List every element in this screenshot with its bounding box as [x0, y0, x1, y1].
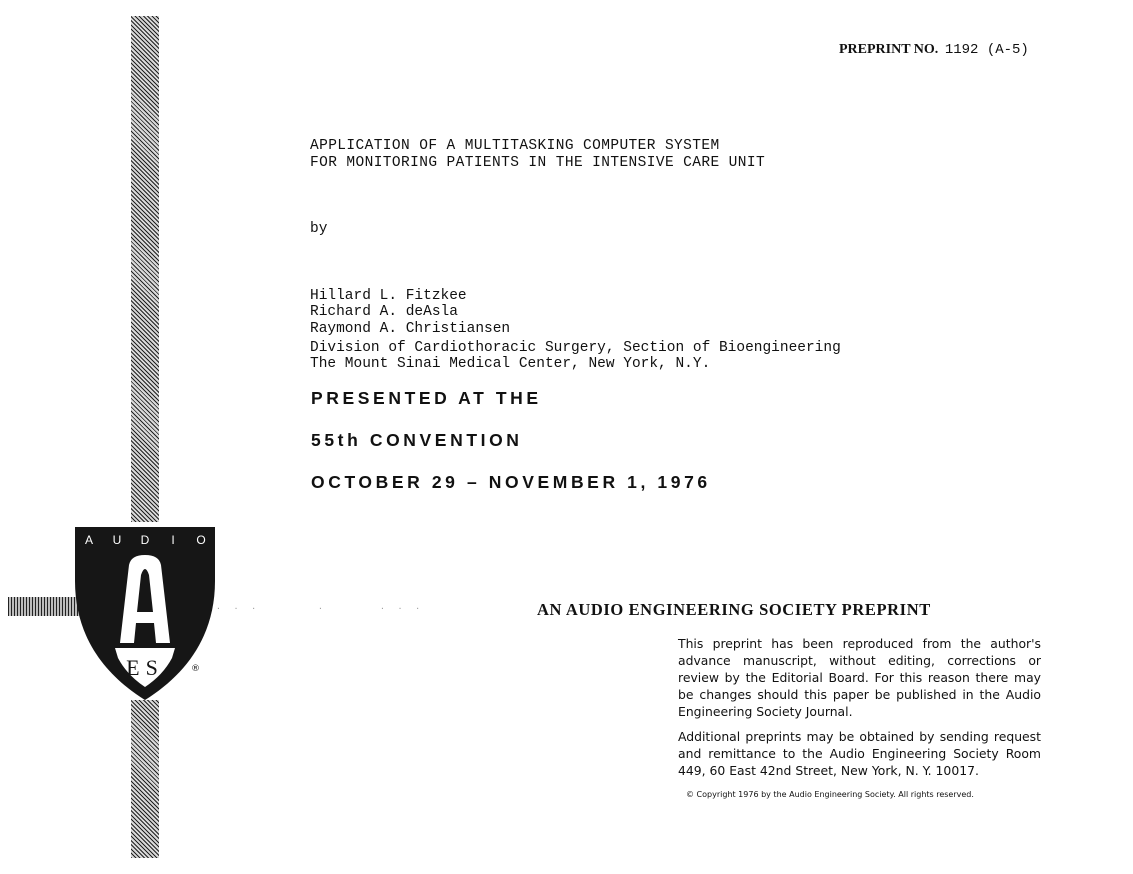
author-name: Hillard L. Fitzkee	[310, 288, 467, 304]
preprint-label: PREPRINT NO.	[839, 42, 939, 57]
affiliation-line: Division of Cardiothoracic Surgery, Section of Bioengineering	[310, 340, 841, 356]
presented-at-heading: PRESENTED AT THE	[311, 388, 542, 408]
convention-heading: 55th CONVENTION	[311, 430, 523, 450]
preprint-notice: This preprint has been reproduced from the author's advance manuscript, without editing, corrections or review by the Editorial Board. For this reason there may be changes should this paper be published in the Audio Engineering Society Journal.	[678, 636, 1041, 719]
author-name: Raymond A. Christiansen	[310, 321, 511, 337]
logo-es-letters: ES	[126, 655, 164, 680]
society-preprint-heading: AN AUDIO ENGINEERING SOCIETY PREPRINT	[537, 600, 931, 619]
paper-title-line-2: FOR MONITORING PATIENTS IN THE INTENSIVE CARE UNIT	[310, 155, 766, 171]
logo-top-letter: U	[112, 533, 122, 547]
preprint-number	[839, 42, 1029, 58]
logo-top-letter: A	[84, 533, 94, 547]
preprint-value: 1192 (A-5)	[944, 42, 1029, 58]
affiliation-line: The Mount Sinai Medical Center, New York, N.Y.	[310, 356, 711, 372]
author-name: Richard A. deAsla	[310, 304, 458, 320]
decorative-stripe-bottom	[131, 700, 159, 858]
scan-dots: · · ·	[216, 604, 261, 613]
paper-title-line-1: APPLICATION OF A MULTITASKING COMPUTER SYSTEM	[310, 138, 720, 154]
scan-dots: · · ·	[380, 604, 425, 613]
decorative-stripe-top	[131, 16, 159, 522]
convention-dates: OCTOBER 29 – NOVEMBER 1, 1976	[311, 472, 711, 492]
aes-logo	[73, 525, 217, 702]
ordering-notice: Additional preprints may be obtained by sending request and remittance to the Audio Engineering Society Room 449, 60 East 42nd Street, New York, N. Y. 10017.	[678, 729, 1041, 778]
logo-top-letter: D	[140, 533, 150, 547]
scan-dots: ·	[318, 604, 327, 613]
logo-top-letter: I	[171, 533, 175, 547]
by-line: by	[310, 221, 328, 237]
logo-top-letter: O	[196, 533, 206, 547]
registered-mark: ®	[191, 664, 200, 674]
copyright-notice: © Copyright 1976 by the Audio Engineering Society. All rights reserved.	[686, 790, 974, 799]
